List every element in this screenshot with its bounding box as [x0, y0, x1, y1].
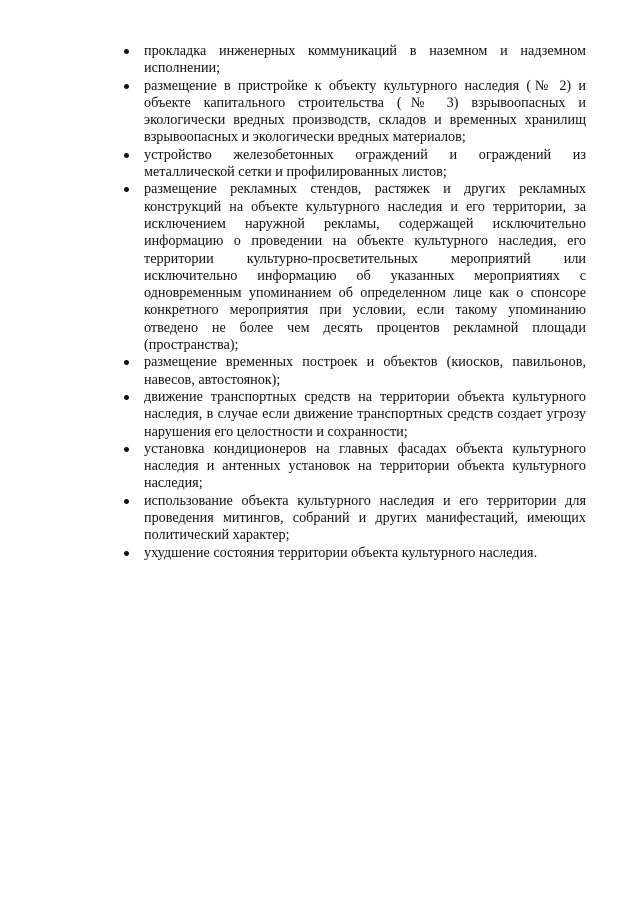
- bullet-icon: [124, 187, 129, 192]
- bullet-icon: [124, 395, 129, 400]
- list-item: [124, 389, 586, 441]
- restrictions-list: [124, 43, 586, 562]
- list-item: [124, 545, 586, 562]
- list-item-text: устройство железобетонных ограждений и ограждений из металлической сетки и профилированных листов;: [144, 146, 586, 181]
- list-item-text: размещение в пристройке к объекту культурного наследия (№ 2) и объекте капитального строительства (№ 3) взрывоопасных и экологически вредных производств, складов и временных хранилищ взрывоопасных и экологически вредных материалов;: [144, 77, 586, 146]
- bullet-icon: [124, 499, 129, 504]
- list-item: [124, 78, 586, 147]
- list-item-text: размещение рекламных стендов, растяжек и других рекламных конструкций на объекте культурного наследия и его территории, за исключением наружной рекламы, содержащей исключительно информацию о проведении на объекте культурного наследия, его территории культурно-просветительных мероприятий или исключительно информацию об указанных мероприятиях с одновременным упоминанием об определенном лице как о спонсоре конкретного мероприятия при условии, если такому упоминанию отведено не более чем десять процентов рекламной площади (пространства);: [144, 181, 586, 354]
- list-item-text: прокладка инженерных коммуникаций в наземном и надземном исполнении;: [144, 43, 586, 77]
- bullet-icon: [124, 360, 129, 365]
- list-item: [124, 181, 586, 354]
- bullet-icon: [124, 84, 129, 89]
- list-item: [124, 441, 586, 493]
- list-item-text: движение транспортных средств на территории объекта культурного наследия, в случае если движение транспортных средств создает угрозу нарушения его целостности и сохранности;: [144, 388, 586, 440]
- list-item-text: установка кондиционеров на главных фасадах объекта культурного наследия и антенных установок на территории объекта культурного наследия;: [144, 440, 586, 492]
- list-item: [124, 43, 586, 78]
- list-item: [124, 493, 586, 545]
- bullet-icon: [124, 153, 129, 158]
- list-item: [124, 354, 586, 389]
- bullet-icon: [124, 49, 129, 54]
- list-item: [124, 147, 586, 182]
- bullet-icon: [124, 447, 129, 452]
- bullet-icon: [124, 551, 129, 556]
- list-item-text: использование объекта культурного наследия и его территории для проведения митингов, собраний и других манифестаций, имеющих политический характер;: [144, 492, 586, 544]
- list-item-text: ухудшение состояния территории объекта культурного наследия.: [144, 544, 538, 561]
- list-item-text: размещение временных построек и объектов (киосков, павильонов, навесов, автостоянок);: [144, 354, 586, 388]
